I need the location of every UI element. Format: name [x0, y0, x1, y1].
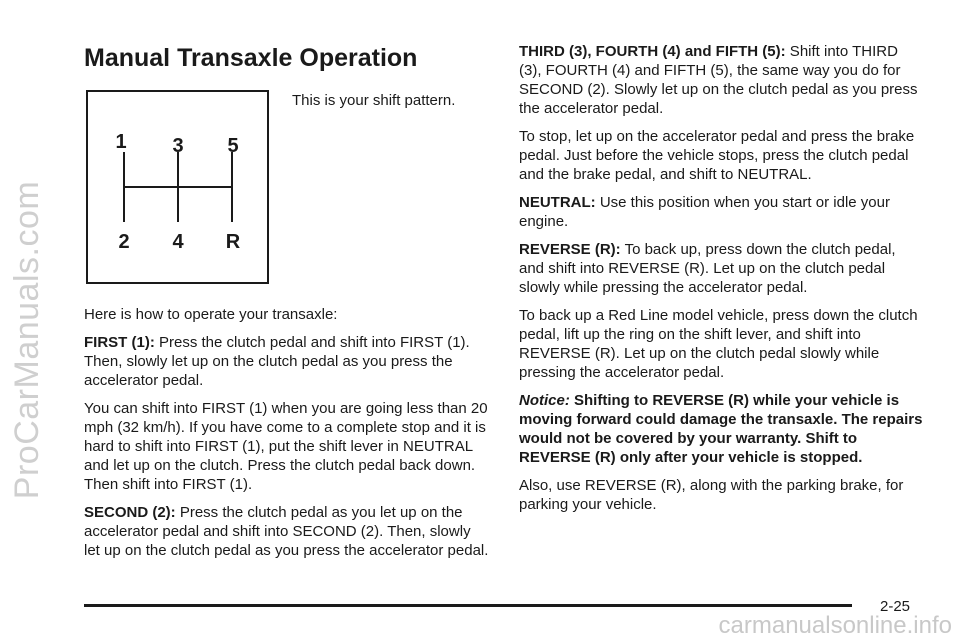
gear-label-5: 5: [227, 135, 239, 157]
second-gear-text: Press the clutch pedal as you let up on the accelerator pedal and shift into SECOND (2). Then, slowly let up on the clutch pedal as you press the accelerator pedal.: [84, 504, 489, 559]
stop-paragraph: To stop, let up on the accelerator pedal and press the brake pedal. Just before the vehicle stops, press the clutch pedal and the brake pedal, and shift to NEUTRAL.: [519, 128, 915, 183]
gear-label-r: R: [225, 231, 241, 253]
third-fourth-fifth-label: THIRD (3), FOURTH (4) and FIFTH (5):: [519, 43, 786, 60]
reverse-text: To back up, press down the clutch pedal, and shift into REVERSE (R). Let up on the clutch pedal slowly while pressing the accelerator pedal.: [519, 241, 896, 296]
shift-pattern-diagram: [86, 90, 269, 284]
gear-label-4: 4: [172, 231, 184, 253]
bottom-watermark: carmanualsonline.info: [718, 612, 952, 639]
first-gear-note: You can shift into FIRST (1) when you are going less than 20 mph (32 km/h). If you have come to a complete stop and it is hard to shift into FIRST (1), put the shift lever in NEUTRAL and let up on the clutch. Press the clutch pedal back down. Then shift into FIRST (1).: [84, 400, 488, 493]
gear-label-1: 1: [115, 131, 127, 153]
notice-paragraph: [519, 391, 924, 467]
parking-paragraph: Also, use REVERSE (R), along with the parking brake, for parking your vehicle.: [519, 477, 904, 513]
reverse-paragraph: [519, 240, 924, 297]
shift-pattern-svg: [88, 92, 267, 282]
red-line-paragraph: To back up a Red Line model vehicle, press down the clutch pedal, lift up the ring on the shift lever, and shift into REVERSE (R). Let up on the clutch pedal slowly while pressing the accelerator pedal.: [519, 307, 918, 381]
page-title: Manual Transaxle Operation: [84, 44, 418, 72]
third-fourth-fifth-text: Shift into THIRD (3), FOURTH (4) and FIFTH (5), the same way you do for SECOND (2). Slowly let up on the clutch pedal as you press the accelerator pedal.: [519, 43, 918, 117]
first-gear-paragraph: [84, 333, 489, 390]
shift-pattern-caption: This is your shift pattern.: [292, 92, 456, 109]
third-fourth-fifth-paragraph: [519, 42, 924, 118]
reverse-label: REVERSE (R):: [519, 241, 621, 258]
notice-label: Notice:: [519, 392, 570, 409]
notice-text: Shifting to REVERSE (R) while your vehicle is moving forward could damage the transaxle. The repairs would not be covered by your warranty. Shift to REVERSE (R) only after your vehicle is stopped.: [519, 392, 923, 466]
left-column: [84, 305, 489, 569]
neutral-label: NEUTRAL:: [519, 194, 596, 211]
first-gear-text: Press the clutch pedal and shift into FIRST (1). Then, slowly let up on the clutch pedal as you press the accelerator pedal.: [84, 334, 470, 389]
first-gear-label: FIRST (1):: [84, 334, 155, 351]
second-gear-paragraph: [84, 503, 489, 560]
side-watermark-text: ProCarManuals.com: [8, 180, 46, 500]
footer-rule: [84, 604, 852, 607]
intro-paragraph: Here is how to operate your transaxle:: [84, 306, 338, 323]
neutral-paragraph: [519, 193, 924, 231]
neutral-text: Use this position when you start or idle your engine.: [519, 194, 890, 230]
gear-label-2: 2: [118, 231, 130, 253]
gear-label-3: 3: [172, 135, 184, 157]
right-column: [519, 42, 924, 523]
page-number: 2-25: [880, 598, 911, 615]
second-gear-label: SECOND (2):: [84, 504, 176, 521]
